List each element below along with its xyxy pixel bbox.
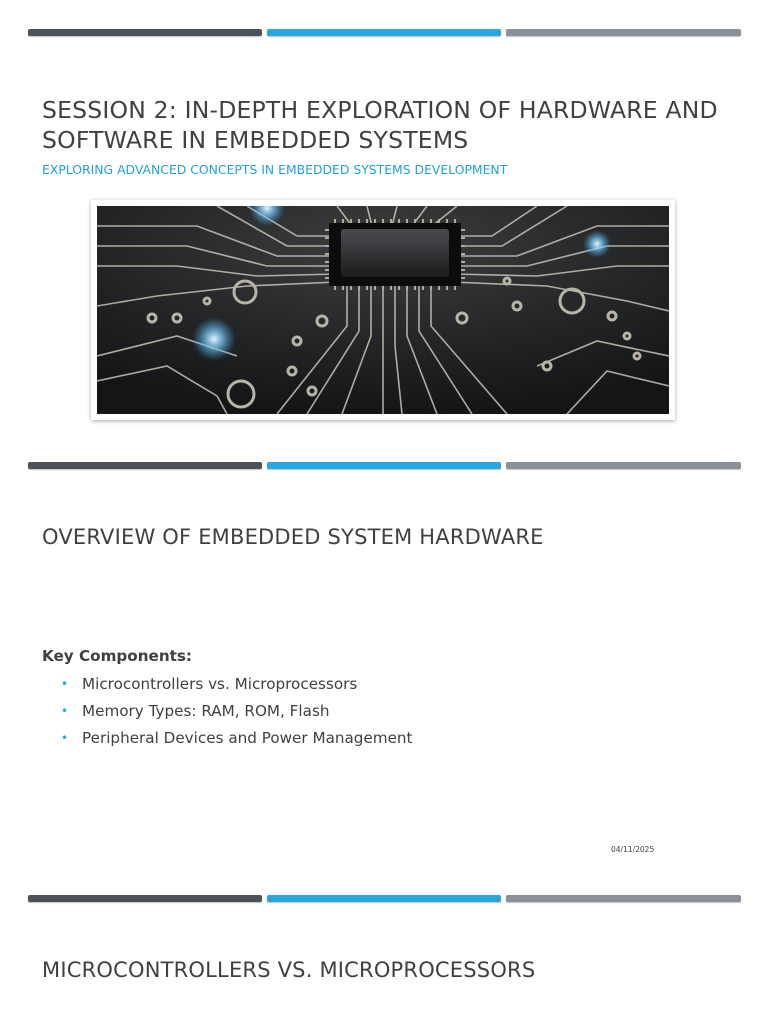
list-item [42,671,413,698]
slide1-subtitle: EXPLORING ADVANCED CONCEPTS IN EMBEDDED SYSTEMS DEVELOPMENT [42,162,508,177]
accent-bar-gray [506,895,741,902]
slide2-title: OVERVIEW OF EMBEDDED SYSTEM HARDWARE [42,525,544,549]
accent-bar-blue [267,462,501,469]
list-item [42,725,413,752]
list-item [42,698,413,725]
accent-bar-dark [28,895,262,902]
circuit-board-image-art [97,206,669,414]
slide3-title: MICROCONTROLLERS VS. MICROPROCESSORS [42,958,536,982]
bullet-text: Memory Types: RAM, ROM, Flash [82,702,330,720]
key-components-list [42,671,413,752]
circuit-board-image [91,200,675,420]
bullet-text: Microcontrollers vs. Microprocessors [82,675,358,693]
slide2-accent-bars [28,462,741,469]
bullet-icon: • [61,677,69,691]
accent-bar-blue [267,895,501,902]
bullet-text: Peripheral Devices and Power Management [82,729,413,747]
key-components-label: Key Components: [42,647,192,665]
slide1-title: SESSION 2: IN-DEPTH EXPLORATION OF HARDWARE AND SOFTWARE IN EMBEDDED SYSTEMS [42,96,718,154]
bullet-icon: • [61,704,69,718]
accent-bar-dark [28,462,262,469]
slide1-accent-bars [28,29,741,36]
bullet-icon: • [61,731,69,745]
accent-bar-blue [267,29,501,36]
slide3-accent-bars [28,895,741,902]
accent-bar-gray [506,462,741,469]
accent-bar-dark [28,29,262,36]
slide-date: 04/11/2025 [611,845,655,854]
accent-bar-gray [506,29,741,36]
